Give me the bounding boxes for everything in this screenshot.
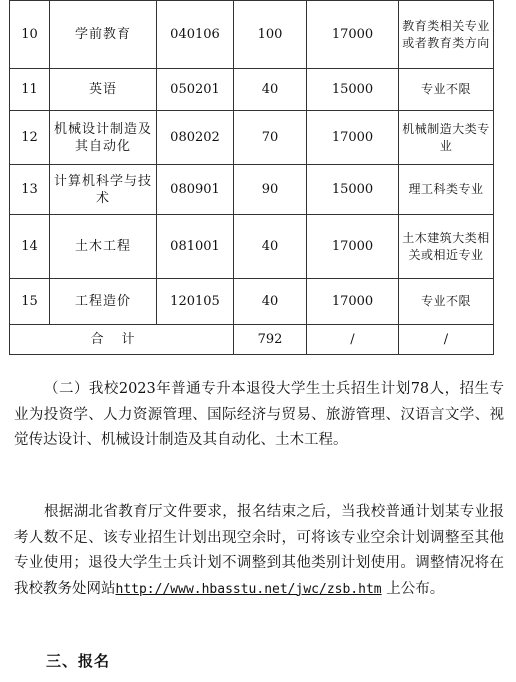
- table-row: [10, 1, 494, 69]
- major-requirement: 土木建筑大类相关或相近专业: [399, 215, 494, 279]
- row-number: 13: [10, 165, 50, 215]
- major-code: 040106: [157, 1, 234, 69]
- major-name: 学前教育: [50, 1, 157, 69]
- major-name: 工程造价: [50, 279, 157, 325]
- row-number: 11: [10, 69, 50, 111]
- major-requirement: 机械制造大类专业: [399, 111, 494, 165]
- major-name: 英语: [50, 69, 157, 111]
- plan-quota: 100: [234, 1, 307, 69]
- major-code: 080202: [157, 111, 234, 165]
- plan-adjustment-text: 根据湖北省教育厅文件要求，报名结束之后，当我校普通计划某专业报考人数不足、该专业招生计划出现空余时，可将该专业空余计划调整至其他专业使用；退役大学生士兵计划不调整到其他类别计划使用。调整情况将在我校教务处网站: [14, 504, 504, 597]
- major-code: 081001: [157, 215, 234, 279]
- row-number: 12: [10, 111, 50, 165]
- tuition-fee: 17000: [307, 111, 399, 165]
- major-code: 050201: [157, 69, 234, 111]
- major-requirement: 专业不限: [399, 279, 494, 325]
- plan-quota: 90: [234, 165, 307, 215]
- plan-adjustment-tail: 上公布。: [386, 580, 445, 597]
- tuition-fee: 17000: [307, 215, 399, 279]
- total-label: 合计: [10, 325, 234, 355]
- major-requirement: 理工科类专业: [399, 165, 494, 215]
- table-row: [10, 215, 494, 279]
- major-name: 土木工程: [50, 215, 157, 279]
- total-quota: 792: [234, 325, 307, 355]
- plan-quota: 40: [234, 215, 307, 279]
- veteran-plan-paragraph: （二）我校2023年普通专升本退役大学生士兵招生计划78人，招生专业为投资学、人力资源管理、国际经济与贸易、旅游管理、汉语言文学、视觉传达设计、机械设计制造及其自动化、土木工程。: [14, 381, 504, 448]
- plan-quota: 70: [234, 111, 307, 165]
- row-number: 10: [10, 1, 50, 69]
- plan-quota: 40: [234, 69, 307, 111]
- table-row: [10, 69, 494, 111]
- table-row: [10, 279, 494, 325]
- tuition-fee: 15000: [307, 165, 399, 215]
- total-fee: /: [307, 325, 399, 355]
- plan-quota: 40: [234, 279, 307, 325]
- tuition-fee: 17000: [307, 1, 399, 69]
- major-code: 080901: [157, 165, 234, 215]
- major-requirement: 专业不限: [399, 69, 494, 111]
- tuition-fee: 17000: [307, 279, 399, 325]
- table-row: [10, 111, 494, 165]
- total-requirement: /: [399, 325, 494, 355]
- major-requirement: 教育类相关专业或者教育类方向: [399, 1, 494, 69]
- enrollment-plan-table: [9, 0, 494, 355]
- total-row: [10, 325, 494, 355]
- plan-adjustment-paragraph: [14, 500, 504, 602]
- row-number: 14: [10, 215, 50, 279]
- table-row: [10, 165, 494, 215]
- major-name: 计算机科学与技术: [50, 165, 157, 215]
- major-code: 120105: [157, 279, 234, 325]
- major-name: 机械设计制造及其自动化: [50, 111, 157, 165]
- section-heading-registration: 三、报名: [46, 652, 111, 670]
- academic-affairs-website-link[interactable]: http://www.hbasstu.net/jwc/zsb.htm: [115, 581, 382, 597]
- tuition-fee: 15000: [307, 69, 399, 111]
- row-number: 15: [10, 279, 50, 325]
